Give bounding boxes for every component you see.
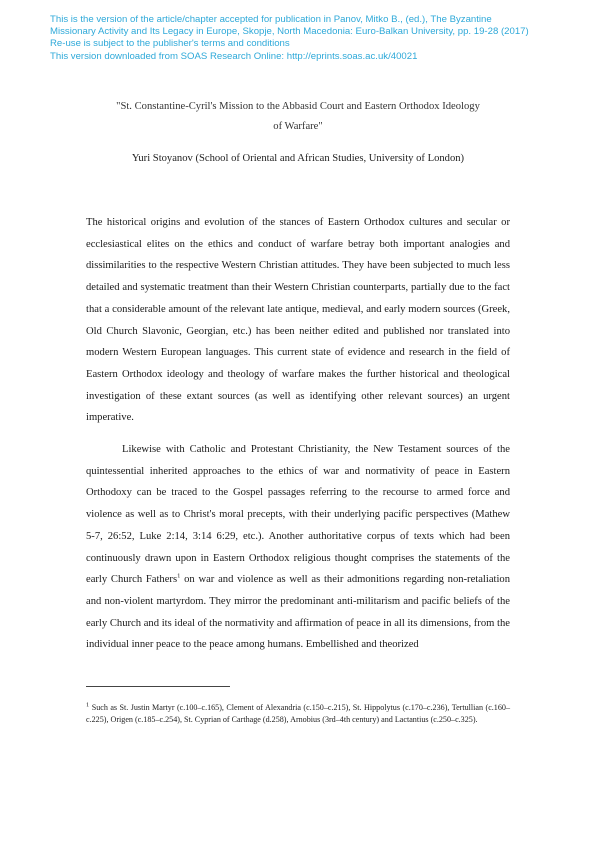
article-body	[86, 212, 510, 656]
paragraph-text: Likewise with Catholic and Protestant Christianity, the New Testament sources of the quintessential inherited approaches to the ethics of war and normativity of peace in Eastern Orthodoxy can be traced to the Gospel passages referring to the recourse to armed force and violence as well as to Christ's moral precepts, with their underlying pacific perspectives (Mathew 5-7, 26:52, Luke 2:14, 3:14 6:29, etc.). Another authoritative corpus of texts which had been continuously drawn upon in Eastern Orthodox religious thought comprises the statements of the early Church Fathers	[86, 444, 510, 586]
publication-notice	[50, 14, 580, 63]
footnote	[86, 702, 510, 726]
notice-line: Missionary Activity and Its Legacy in Europe, Skopje, North Macedonia: Euro-Balkan University, pp. 19-28 (2017)	[50, 26, 529, 38]
article-title	[60, 97, 536, 137]
footnote-marker: 1	[86, 701, 90, 709]
body-paragraph	[86, 439, 510, 656]
title-line: of Warfare"	[273, 121, 323, 132]
footnote-text: Such as St. Justin Martyr (c.100–c.165), Clement of Alexandria (c.150–c.215), St. Hippolytus (c.170–c.236), Tertullian (c.160–c.225), Origen (c.185–c.254), St. Cyprian of Carthage (d.258), Arnobius (3rd–4th century) and Lactantius (c.250–c.325).	[86, 703, 510, 724]
footnote-reference[interactable]: 1	[177, 572, 181, 580]
footnote-divider	[86, 686, 230, 687]
author-line: Yuri Stoyanov (School of Oriental and African Studies, University of London)	[131, 153, 465, 164]
notice-line: Re-use is subject to the publisher's terms and conditions	[50, 38, 290, 50]
title-line: "St. Constantine-Cyril's Mission to the Abbasid Court and Eastern Orthodox Ideology	[116, 101, 480, 112]
body-paragraph: The historical origins and evolution of the stances of Eastern Orthodox cultures and secular or ecclesiastical elites on the ethics and conduct of warfare betray both important analogies and dissimilarities to the respective Western Christian attitudes. They have been subjected to much less detailed and systematic treatment than their Western Christian counterparts, partially due to the fact that a considerable amount of the relevant late antique, medieval, and early modern sources (Greek, Old Church Slavonic, Georgian, etc.) has been neither edited and published nor translated into modern Western European languages. This current state of evidence and research in the field of Eastern Orthodox ideology and theology of warfare makes the further historical and theological investigation of these extant sources (as well as identifying other relevant sources) an urgent imperative.	[86, 217, 510, 424]
paragraph-text: on war and violence as well as their admonitions regarding non-retaliation and non-violent martyrdom. They mirror the predominant anti-militarism and pacific beliefs of the early Church and its ideal of the normativity and affirmation of peace in all its dimensions, from the individual inner peace to the peace among humans. Embellished and theorized	[86, 574, 511, 651]
notice-line: This is the version of the article/chapter accepted for publication in Panov, Mitko B., (ed.), The Byzantine	[50, 14, 492, 25]
notice-line[interactable]: This version downloaded from SOAS Research Online: http://eprints.soas.ac.uk/40021	[50, 50, 418, 62]
